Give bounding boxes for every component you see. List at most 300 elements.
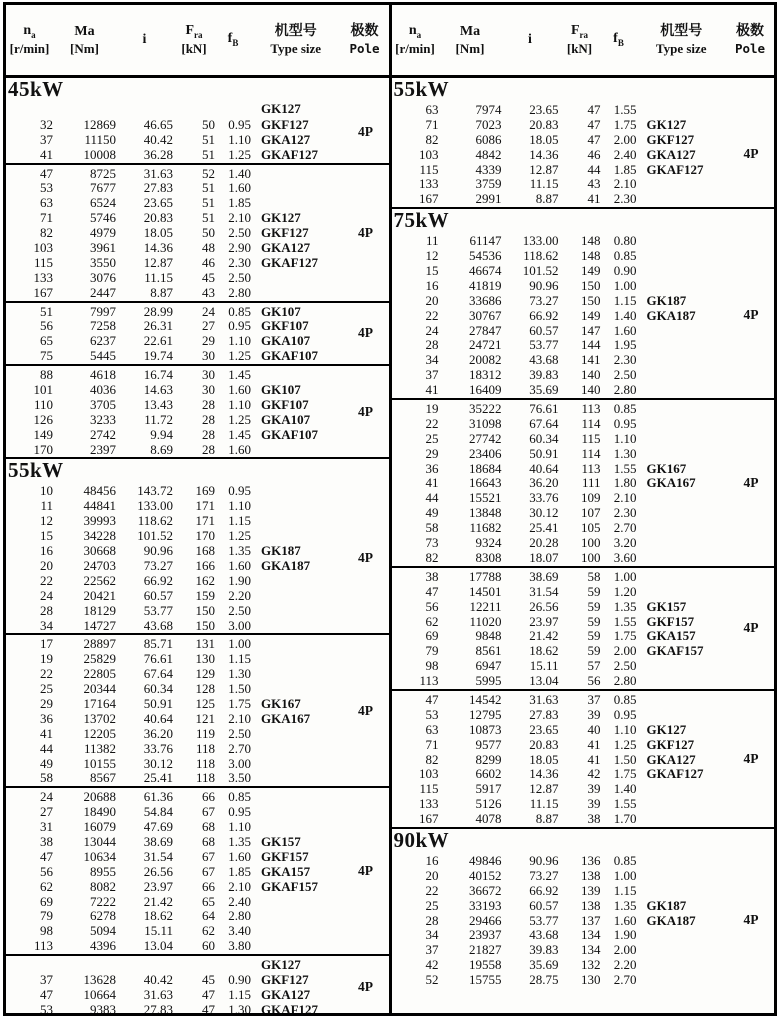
spec-rows bbox=[6, 303, 343, 365]
cell-ma: 3759 bbox=[475, 176, 502, 192]
cell-fra: 100 bbox=[581, 535, 601, 551]
cell-ma: 9383 bbox=[90, 1001, 116, 1013]
cell-ma: 10873 bbox=[469, 721, 502, 737]
cell-fra: 166 bbox=[195, 557, 215, 573]
cell-ma: 12205 bbox=[83, 725, 116, 741]
cell-fb: 2.70 bbox=[228, 740, 251, 756]
cell-i: 40.64 bbox=[143, 710, 173, 726]
cell-type-size: GKA127 bbox=[261, 131, 311, 147]
cell-ma: 6278 bbox=[90, 908, 116, 924]
cell-fra: 168 bbox=[195, 543, 215, 559]
cell-fb: 0.95 bbox=[228, 804, 251, 820]
pole-label: 4P bbox=[743, 620, 759, 636]
fra-subscript: ra bbox=[194, 30, 203, 41]
spec-group bbox=[392, 852, 775, 988]
cell-fra: 29 bbox=[202, 333, 215, 349]
spec-row bbox=[6, 957, 343, 972]
cell-i: 27.83 bbox=[143, 1001, 173, 1013]
cell-na: 53 bbox=[40, 1001, 53, 1013]
cell-fb: 1.45 bbox=[228, 367, 251, 383]
cell-ma: 31098 bbox=[469, 415, 502, 431]
pole-label: 4P bbox=[743, 750, 759, 766]
column-header-i bbox=[502, 31, 559, 49]
cell-fra: 113 bbox=[581, 460, 601, 476]
spec-row bbox=[392, 431, 729, 446]
cell-na: 167 bbox=[419, 191, 439, 207]
i-symbol: i bbox=[142, 32, 147, 48]
cell-na: 82 bbox=[40, 225, 53, 241]
cell-fra: 138 bbox=[581, 867, 601, 883]
cell-ma: 4979 bbox=[90, 225, 116, 241]
cell-fra: 113 bbox=[581, 401, 601, 417]
spec-rows bbox=[392, 568, 729, 689]
cell-ma: 10008 bbox=[83, 146, 116, 162]
cell-fb: 0.90 bbox=[228, 971, 251, 987]
cell-fra: 66 bbox=[202, 789, 215, 805]
pole-label: 4P bbox=[358, 325, 373, 341]
spec-row bbox=[6, 651, 343, 666]
cell-i: 14.63 bbox=[143, 382, 173, 398]
cell-fb: 2.10 bbox=[613, 176, 637, 192]
cell-na: 98 bbox=[40, 923, 53, 939]
cell-fb: 1.55 bbox=[613, 613, 637, 629]
cell-na: 44 bbox=[40, 740, 53, 756]
cell-ma: 12869 bbox=[83, 116, 116, 132]
cell-fb: 1.60 bbox=[228, 180, 251, 196]
cell-na: 51 bbox=[40, 303, 53, 319]
pole-unit: Pole bbox=[349, 40, 380, 56]
spec-row bbox=[6, 573, 343, 588]
cell-fb: 2.30 bbox=[613, 505, 637, 521]
cell-ma: 44841 bbox=[83, 498, 116, 514]
pole-label: 4P bbox=[743, 146, 759, 162]
spec-row bbox=[392, 416, 729, 431]
cell-na: 170 bbox=[33, 441, 53, 457]
cell-fra: 132 bbox=[581, 957, 601, 973]
cell-i: 8.87 bbox=[535, 811, 559, 827]
column-header-na bbox=[392, 22, 439, 57]
cell-na: 53 bbox=[40, 180, 53, 196]
cell-ma: 10664 bbox=[83, 986, 116, 1002]
cell-fb: 2.50 bbox=[228, 602, 251, 618]
cell-fra: 56 bbox=[587, 673, 601, 689]
fb-subscript: B bbox=[617, 38, 624, 49]
cell-fra: 65 bbox=[202, 893, 215, 909]
cell-i: 23.65 bbox=[529, 102, 559, 117]
cell-i: 23.97 bbox=[143, 878, 173, 894]
cell-fra: 148 bbox=[581, 233, 601, 249]
cell-fb: 2.40 bbox=[613, 146, 637, 162]
cell-fb: 2.50 bbox=[228, 269, 251, 285]
cell-fb: 2.50 bbox=[228, 725, 251, 741]
cell-fb: 0.95 bbox=[228, 116, 251, 132]
cell-i: 33.76 bbox=[529, 490, 559, 506]
cell-na: 126 bbox=[33, 411, 53, 427]
cell-ma: 30767 bbox=[469, 307, 502, 323]
pole-label: 4P bbox=[358, 123, 373, 139]
spec-row bbox=[6, 603, 343, 618]
cell-ma: 14727 bbox=[83, 617, 116, 633]
cell-i: 25.41 bbox=[143, 770, 173, 786]
pole-label: 4P bbox=[743, 911, 759, 927]
cell-ma: 4396 bbox=[90, 938, 116, 954]
spec-row bbox=[392, 367, 729, 382]
spec-row bbox=[6, 681, 343, 696]
column-header-ma bbox=[439, 23, 502, 57]
cell-ma: 3550 bbox=[90, 254, 116, 270]
spec-group bbox=[392, 691, 775, 829]
cell-fb: 0.85 bbox=[613, 248, 637, 264]
cell-type-size: GKA187 bbox=[261, 557, 311, 573]
spec-row bbox=[392, 446, 729, 461]
spec-row bbox=[392, 942, 729, 957]
cell-ma: 6947 bbox=[475, 658, 502, 674]
cell-fb: 1.50 bbox=[613, 751, 637, 767]
cell-i: 15.11 bbox=[529, 658, 559, 674]
spec-row bbox=[392, 248, 729, 263]
cell-ma: 27847 bbox=[469, 322, 502, 338]
cell-ma: 15521 bbox=[469, 490, 502, 506]
spec-row bbox=[6, 528, 343, 543]
column-header-fra bbox=[559, 22, 601, 57]
cell-fra: 118 bbox=[195, 770, 215, 786]
cell-fra: 114 bbox=[581, 445, 601, 461]
spec-row bbox=[392, 233, 729, 248]
cell-fb: 2.70 bbox=[613, 972, 637, 988]
cell-na: 38 bbox=[425, 568, 439, 584]
cell-na: 22 bbox=[425, 415, 439, 431]
cell-fra: 140 bbox=[581, 382, 601, 398]
cell-fb: 2.00 bbox=[613, 942, 637, 958]
cell-fra: 137 bbox=[581, 912, 601, 928]
cell-na: 58 bbox=[40, 770, 53, 786]
cell-i: 31.63 bbox=[529, 691, 559, 707]
cell-ma: 5126 bbox=[475, 796, 502, 812]
ma-symbol: Ma bbox=[459, 24, 481, 40]
cell-fb: 1.00 bbox=[228, 636, 251, 652]
spec-row bbox=[392, 868, 729, 883]
cell-i: 60.57 bbox=[529, 322, 559, 338]
spec-row bbox=[6, 987, 343, 1002]
cell-na: 115 bbox=[33, 254, 53, 270]
cell-fra: 130 bbox=[195, 651, 215, 667]
cell-fb: 1.15 bbox=[613, 292, 637, 308]
cell-ma: 11682 bbox=[469, 520, 502, 536]
cell-i: 118.62 bbox=[137, 513, 173, 529]
cell-ma: 18312 bbox=[469, 367, 502, 383]
cell-ma: 13044 bbox=[83, 833, 116, 849]
column-header-fb bbox=[601, 30, 637, 49]
cell-na: 98 bbox=[425, 658, 439, 674]
cell-fb: 1.30 bbox=[228, 1001, 251, 1013]
pole-label: 4P bbox=[358, 978, 373, 994]
cell-fra: 51 bbox=[202, 180, 215, 196]
cell-fra: 47 bbox=[587, 116, 601, 132]
cell-fb: 0.85 bbox=[613, 852, 637, 868]
cell-na: 25 bbox=[425, 897, 439, 913]
cell-ma: 2991 bbox=[475, 191, 502, 207]
cell-na: 24 bbox=[40, 789, 53, 805]
cell-fb: 2.00 bbox=[613, 131, 637, 147]
pole-symbol: 极数 bbox=[350, 24, 379, 40]
fra-subscript: ra bbox=[579, 30, 589, 41]
cell-fb: 0.95 bbox=[613, 415, 637, 431]
cell-na: 82 bbox=[425, 131, 439, 147]
cell-fra: 50 bbox=[202, 116, 215, 132]
spec-row bbox=[392, 628, 729, 643]
cell-i: 20.83 bbox=[143, 210, 173, 226]
cell-i: 43.68 bbox=[529, 352, 559, 368]
cell-na: 103 bbox=[419, 766, 439, 782]
cell-i: 60.57 bbox=[143, 587, 173, 603]
cell-ma: 41819 bbox=[469, 277, 502, 293]
cell-type-size: GKA127 bbox=[261, 986, 311, 1002]
cell-na: 69 bbox=[425, 628, 439, 644]
cell-fb: 1.10 bbox=[613, 430, 637, 446]
cell-fb: 2.10 bbox=[613, 490, 637, 506]
cell-type-size: GK127 bbox=[646, 116, 687, 132]
cell-i: 8.69 bbox=[150, 441, 173, 457]
cell-fb: 2.20 bbox=[228, 587, 251, 603]
cell-fra: 38 bbox=[587, 811, 601, 827]
cell-type-size: GKF127 bbox=[261, 225, 309, 241]
spec-row bbox=[392, 520, 729, 535]
cell-na: 113 bbox=[33, 938, 53, 954]
type-symbol: 机型号 bbox=[660, 24, 703, 40]
cell-i: 54.84 bbox=[143, 804, 173, 820]
cell-na: 79 bbox=[40, 908, 53, 924]
cell-ma: 20082 bbox=[469, 352, 502, 368]
cell-fb: 2.80 bbox=[613, 673, 637, 689]
cell-ma: 2742 bbox=[90, 426, 116, 442]
cell-na: 47 bbox=[40, 848, 53, 864]
cell-fb: 0.85 bbox=[613, 691, 637, 707]
cell-ma: 3233 bbox=[90, 411, 116, 427]
cell-fb: 2.50 bbox=[613, 367, 637, 383]
fb-symbol: $f_B$ bbox=[227, 31, 239, 49]
cell-fra: 111 bbox=[581, 475, 601, 491]
cell-fra: 129 bbox=[195, 666, 215, 682]
cell-type-size: GK127 bbox=[261, 101, 301, 117]
spec-group bbox=[6, 788, 389, 956]
cell-fb: 3.20 bbox=[613, 535, 637, 551]
cell-fb: 1.85 bbox=[228, 195, 251, 211]
na-subscript: a bbox=[31, 30, 36, 41]
cell-na: 47 bbox=[40, 986, 53, 1002]
cell-fra: 130 bbox=[581, 972, 601, 988]
cell-i: 66.92 bbox=[529, 882, 559, 898]
cell-ma: 2397 bbox=[90, 441, 116, 457]
cell-fb: 1.85 bbox=[228, 863, 251, 879]
cell-na: 133 bbox=[419, 176, 439, 192]
cell-type-size: GKA187 bbox=[646, 307, 696, 323]
cell-ma: 5445 bbox=[90, 348, 116, 364]
cell-i: 30.12 bbox=[143, 755, 173, 771]
cell-fra: 50 bbox=[202, 225, 215, 241]
cell-fb: 2.30 bbox=[613, 191, 637, 207]
type-unit: Type size bbox=[270, 40, 322, 56]
power-section-title: 75kW bbox=[393, 208, 450, 233]
cell-fb: 1.60 bbox=[228, 382, 251, 398]
left-table-half bbox=[6, 5, 389, 1013]
cell-type-size: GKF157 bbox=[261, 848, 309, 864]
cell-fra: 162 bbox=[195, 572, 215, 588]
cell-fra: 46 bbox=[202, 254, 215, 270]
column-header-type bbox=[251, 23, 341, 57]
cell-fb: 1.30 bbox=[613, 445, 637, 461]
spec-row bbox=[392, 475, 729, 490]
cell-na: 34 bbox=[425, 352, 439, 368]
cell-fb: 1.10 bbox=[613, 721, 637, 737]
cell-fra: 40 bbox=[587, 721, 601, 737]
cell-na: 113 bbox=[419, 673, 439, 689]
cell-i: 25.41 bbox=[529, 520, 559, 536]
cell-i: 60.57 bbox=[529, 897, 559, 913]
cell-fra: 60 bbox=[202, 938, 215, 954]
cell-fb: 1.70 bbox=[613, 811, 637, 827]
power-section-title: 55kW bbox=[393, 77, 450, 101]
cell-i: 47.69 bbox=[143, 819, 173, 835]
cell-type-size: GK187 bbox=[261, 543, 301, 559]
cell-fb: 1.10 bbox=[228, 819, 251, 835]
spec-row bbox=[6, 696, 343, 711]
cell-type-size: GKF127 bbox=[646, 131, 695, 147]
cell-ma: 8299 bbox=[475, 751, 502, 767]
cell-fb: 1.00 bbox=[613, 568, 637, 584]
cell-fra: 43 bbox=[202, 284, 215, 300]
cell-fra: 39 bbox=[587, 706, 601, 722]
cell-fra: 27 bbox=[202, 318, 215, 334]
spec-row bbox=[392, 308, 729, 323]
cell-na: 52 bbox=[425, 972, 439, 988]
cell-fra: 43 bbox=[587, 176, 601, 192]
spec-row bbox=[392, 323, 729, 338]
cell-i: 27.83 bbox=[143, 180, 173, 196]
cell-ma: 10155 bbox=[83, 755, 116, 771]
cell-fb: 1.45 bbox=[228, 426, 251, 442]
cell-ma: 13848 bbox=[469, 505, 502, 521]
cell-ma: 22562 bbox=[83, 572, 116, 588]
spec-row bbox=[392, 927, 729, 942]
cell-i: 23.65 bbox=[529, 721, 559, 737]
cell-type-size: GK187 bbox=[646, 897, 687, 913]
spec-row bbox=[6, 498, 343, 513]
cell-fra: 52 bbox=[202, 165, 215, 181]
cell-i: 26.56 bbox=[143, 863, 173, 879]
cell-i: 101.52 bbox=[137, 528, 173, 544]
cell-fb: 3.60 bbox=[613, 549, 637, 565]
cell-ma: 10634 bbox=[83, 848, 116, 864]
spec-row bbox=[6, 348, 343, 363]
spec-group bbox=[6, 303, 389, 367]
cell-type-size: GKF127 bbox=[646, 736, 695, 752]
cell-type-size: GK167 bbox=[261, 695, 301, 711]
cell-na: 44 bbox=[425, 490, 439, 506]
cell-type-size: GK187 bbox=[646, 292, 687, 308]
cell-na: 167 bbox=[419, 811, 439, 827]
cell-ma: 12795 bbox=[469, 706, 502, 722]
cell-i: 31.54 bbox=[529, 583, 559, 599]
spec-row bbox=[392, 490, 729, 505]
cell-na: 32 bbox=[40, 116, 53, 132]
cell-fb: 1.35 bbox=[613, 598, 637, 614]
cell-na: 62 bbox=[425, 613, 439, 629]
cell-ma: 15755 bbox=[469, 972, 502, 988]
column-header-na bbox=[6, 22, 53, 57]
cell-na: 62 bbox=[40, 878, 53, 894]
spec-row bbox=[6, 427, 343, 442]
cell-na: 101 bbox=[33, 382, 53, 398]
cell-fra: 147 bbox=[581, 322, 601, 338]
spec-row bbox=[6, 333, 343, 348]
spec-row bbox=[392, 766, 729, 781]
cell-fra: 150 bbox=[195, 602, 215, 618]
cell-na: 63 bbox=[425, 102, 439, 117]
cell-i: 16.74 bbox=[143, 367, 173, 383]
cell-fb: 1.60 bbox=[228, 557, 251, 573]
cell-fb: 3.40 bbox=[228, 923, 251, 939]
cell-type-size: GKF107 bbox=[261, 318, 309, 334]
spec-group bbox=[392, 400, 775, 568]
cell-fb: 1.85 bbox=[613, 161, 637, 177]
column-header-pole bbox=[341, 23, 389, 56]
cell-na: 56 bbox=[40, 863, 53, 879]
cell-ma: 16079 bbox=[83, 819, 116, 835]
spec-row bbox=[6, 117, 343, 132]
cell-i: 39.83 bbox=[529, 367, 559, 383]
cell-type-size: GKAF127 bbox=[261, 254, 319, 270]
cell-fra: 28 bbox=[202, 441, 215, 457]
spec-group bbox=[6, 366, 389, 459]
cell-ma: 27742 bbox=[469, 430, 502, 446]
cell-na: 79 bbox=[425, 643, 439, 659]
cell-na: 47 bbox=[425, 691, 439, 707]
spec-group bbox=[392, 232, 775, 400]
cell-ma: 24721 bbox=[469, 337, 502, 353]
cell-na: 133 bbox=[33, 269, 53, 285]
cell-fb: 2.30 bbox=[228, 254, 251, 270]
cell-i: 67.64 bbox=[529, 415, 559, 431]
na-unit: [r/min] bbox=[9, 41, 50, 57]
cell-fra: 148 bbox=[581, 248, 601, 264]
cell-fb: 2.10 bbox=[228, 210, 251, 226]
spec-rows bbox=[6, 366, 343, 457]
cell-fra: 37 bbox=[587, 691, 601, 707]
cell-fra: 30 bbox=[202, 382, 215, 398]
cell-ma: 49846 bbox=[469, 852, 502, 868]
spec-row bbox=[392, 176, 729, 191]
spec-row bbox=[392, 614, 729, 629]
cell-ma: 33686 bbox=[469, 292, 502, 308]
power-section-title: 90kW bbox=[393, 827, 450, 852]
spec-row bbox=[6, 923, 343, 938]
spec-row bbox=[392, 737, 729, 752]
cell-na: 37 bbox=[425, 367, 439, 383]
cell-na: 22 bbox=[425, 882, 439, 898]
spec-row bbox=[392, 781, 729, 796]
cell-type-size: GKA107 bbox=[261, 333, 311, 349]
cell-ma: 20688 bbox=[83, 789, 116, 805]
cell-type-size: GKAF107 bbox=[261, 348, 319, 364]
cell-ma: 7974 bbox=[475, 102, 502, 117]
cell-fb: 1.75 bbox=[613, 766, 637, 782]
cell-na: 41 bbox=[425, 382, 439, 398]
cell-ma: 8567 bbox=[90, 770, 116, 786]
fra-symbol: $F_{ra}$ bbox=[570, 23, 589, 41]
pole-label: 4P bbox=[743, 307, 759, 323]
cell-fra: 118 bbox=[195, 740, 215, 756]
cell-i: 60.34 bbox=[143, 681, 173, 697]
